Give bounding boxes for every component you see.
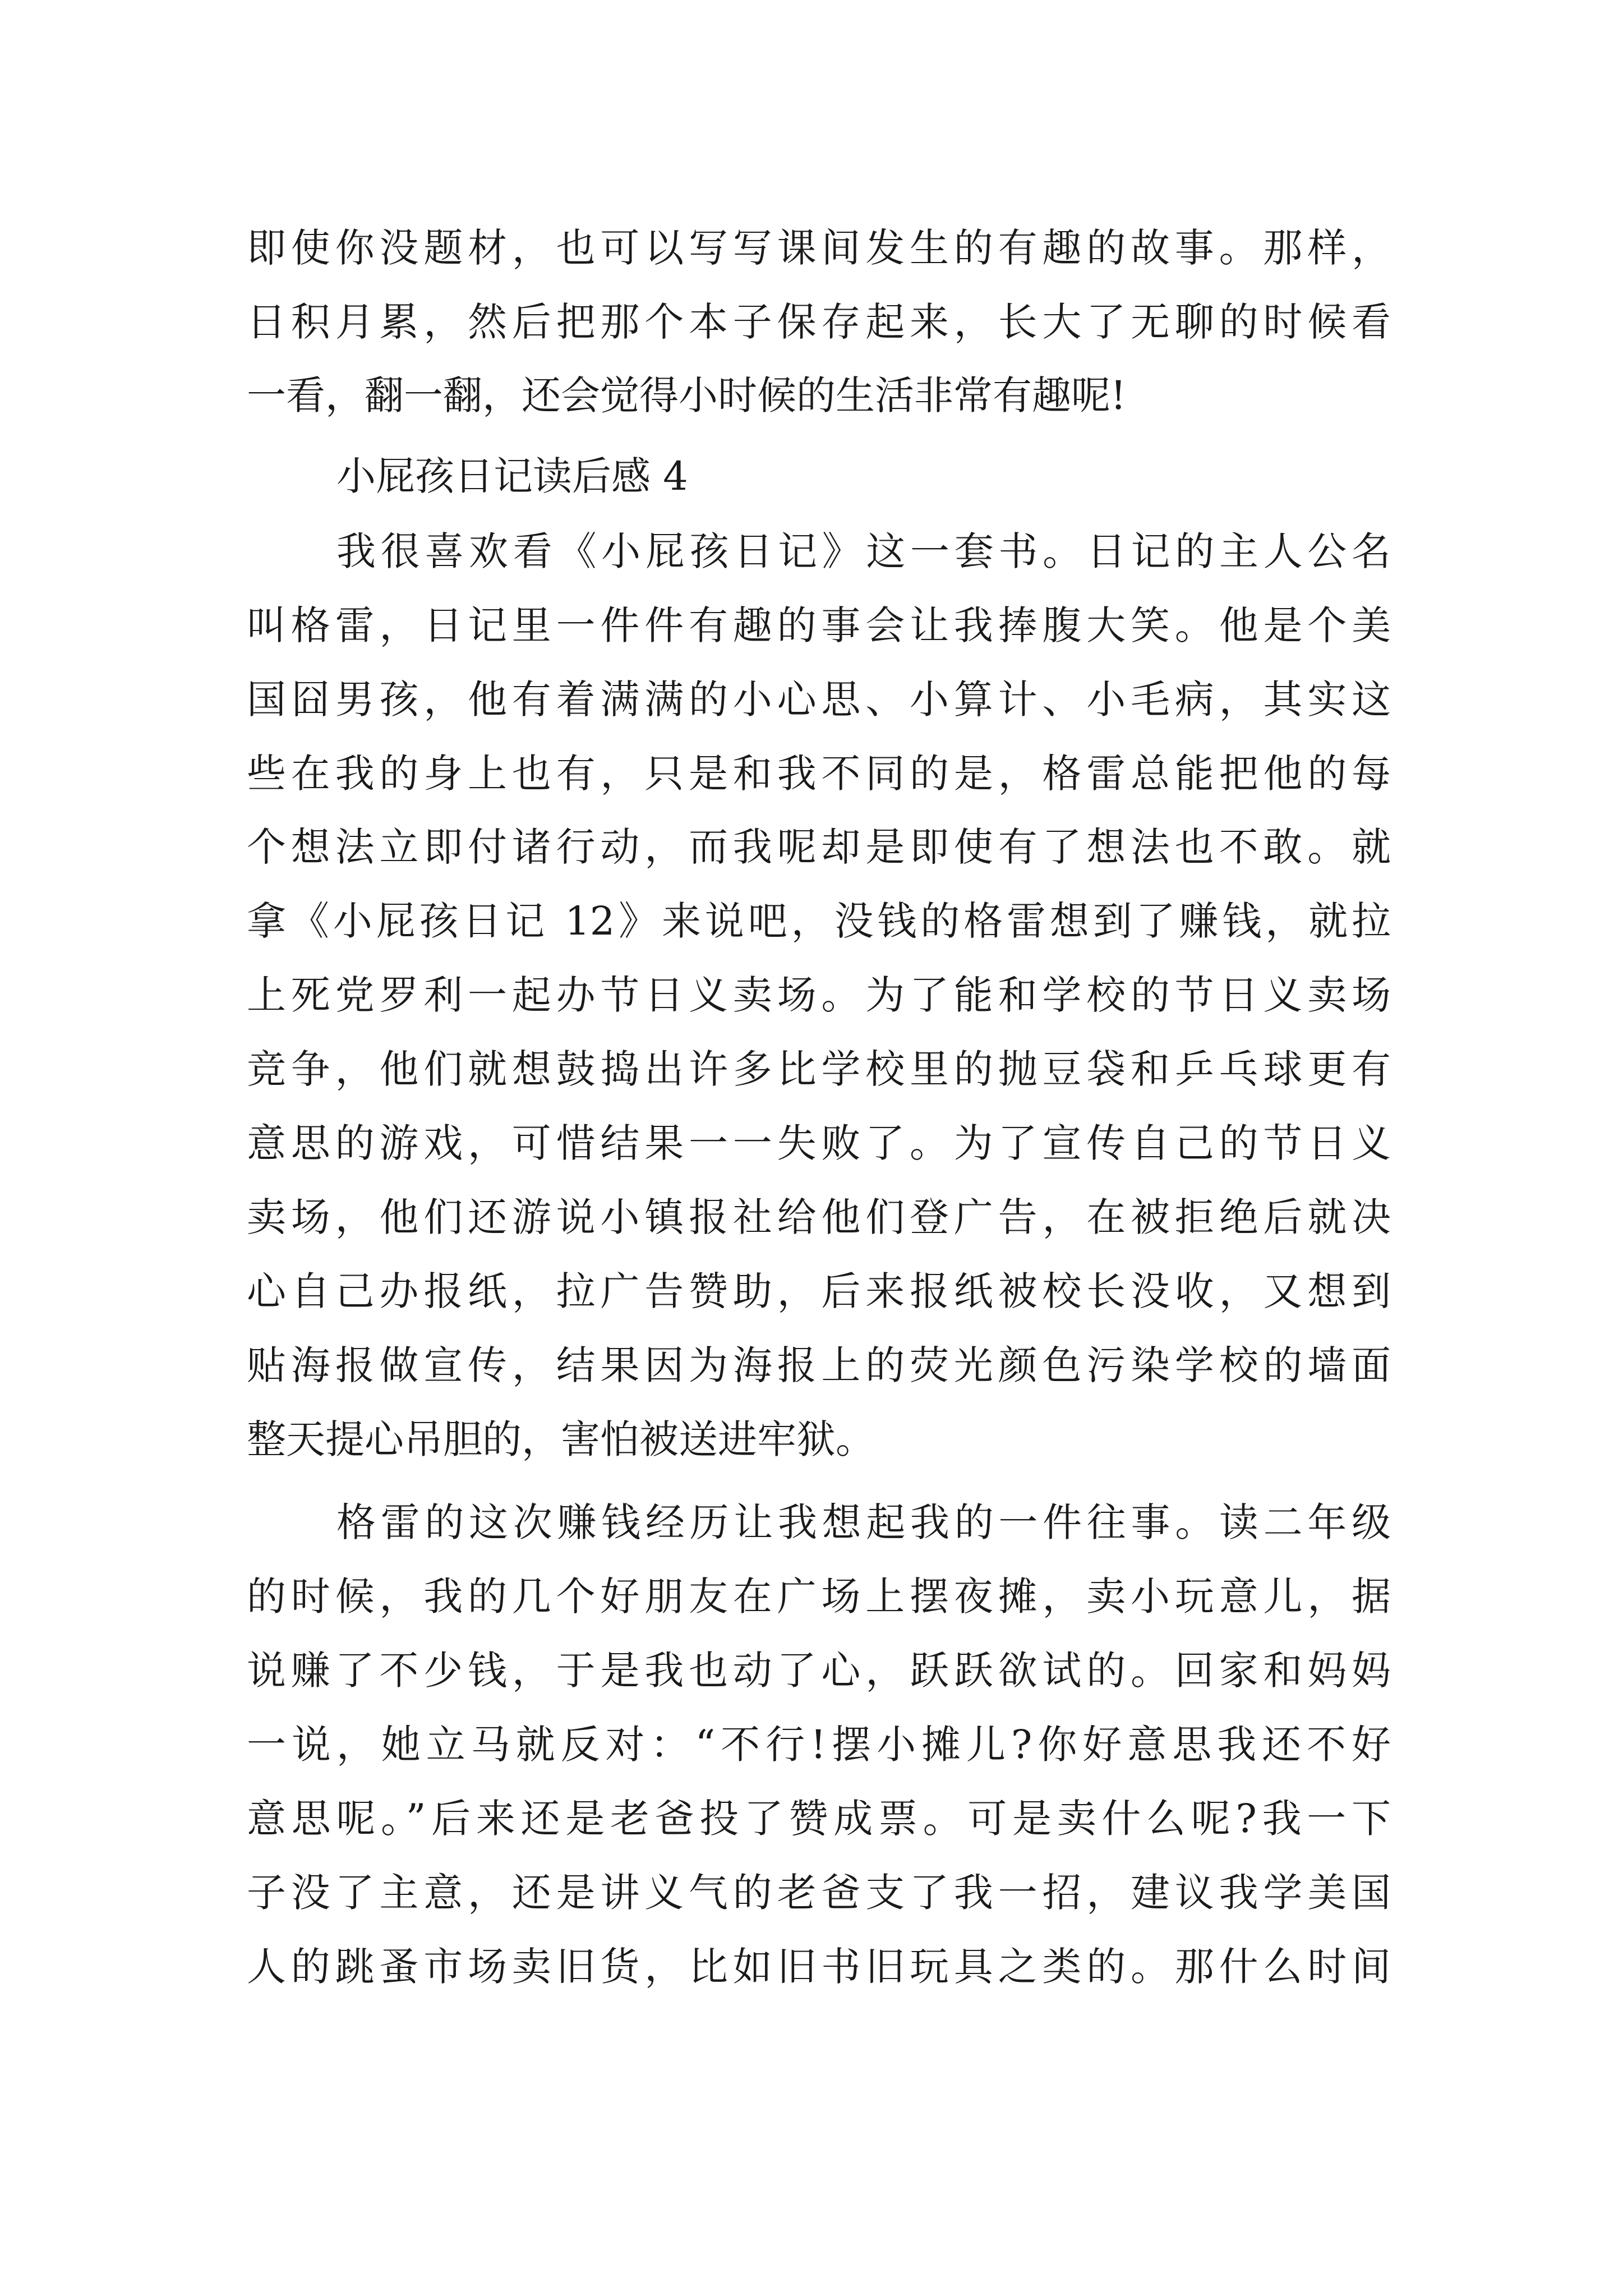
text-line: 上死党罗利一起办节日义卖场。为了能和学校的节日义卖场	[247, 972, 1391, 1018]
text-line: 意思呢。”后来还是老爸投了赞成票。可是卖什么呢?我一下	[247, 1796, 1391, 1842]
text-line: 些在我的身上也有，只是和我不同的是，格雷总能把他的每	[247, 751, 1391, 797]
text-line: 拿《小屁孩日记 12》来说吧，没钱的格雷想到了赚钱，就拉	[247, 898, 1391, 944]
text-line: 心自己办报纸，拉广告赞助，后来报纸被校长没收，又想到	[247, 1268, 1391, 1314]
text-line: 日积月累，然后把那个本子保存起来，长大了无聊的时候看	[247, 299, 1391, 345]
text-line: 说赚了不少钱，于是我也动了心，跃跃欲试的。回家和妈妈	[247, 1648, 1391, 1694]
text-line: 人的跳蚤市场卖旧货，比如旧书旧玩具之类的。那什么时间	[247, 1944, 1391, 1990]
text-line: 我很喜欢看《小屁孩日记》这一套书。日记的主人公名	[336, 528, 1391, 574]
text-line: 叫格雷，日记里一件件有趣的事会让我捧腹大笑。他是个美	[247, 602, 1391, 648]
text-line: 竞争，他们就想鼓捣出许多比学校里的抛豆袋和乒乓球更有	[247, 1046, 1391, 1092]
text-line: 卖场，他们还游说小镇报社给他们登广告，在被拒绝后就决	[247, 1194, 1391, 1240]
text-line: 贴海报做宣传，结果因为海报上的荧光颜色污染学校的墙面	[247, 1342, 1391, 1388]
text-line: 即使你没题材，也可以写写课间发生的有趣的故事。那样，	[247, 225, 1391, 271]
text-line: 一看，翻一翻，还会觉得小时候的生活非常有趣呢!	[247, 372, 1127, 418]
text-line: 的时候，我的几个好朋友在广场上摆夜摊，卖小玩意儿，据	[247, 1573, 1391, 1619]
section-heading: 小屁孩日记读后感 4	[336, 453, 688, 499]
text-line: 国囧男孩，他有着满满的小心思、小算计、小毛病，其实这	[247, 677, 1391, 723]
text-line: 意思的游戏，可惜结果一一失败了。为了宣传自己的节日义	[247, 1120, 1391, 1166]
text-line: 一说，她立马就反对：“不行!摆小摊儿?你好意思我还不好	[247, 1722, 1391, 1768]
text-line: 整天提心吊胆的，害怕被送进牢狱。	[247, 1416, 875, 1462]
text-line: 格雷的这次赚钱经历让我想起我的一件往事。读二年级	[336, 1499, 1391, 1545]
text-line: 子没了主意，还是讲义气的老爸支了我一招，建议我学美国	[247, 1870, 1391, 1916]
text-line: 个想法立即付诸行动，而我呢却是即使有了想法也不敢。就	[247, 824, 1391, 870]
